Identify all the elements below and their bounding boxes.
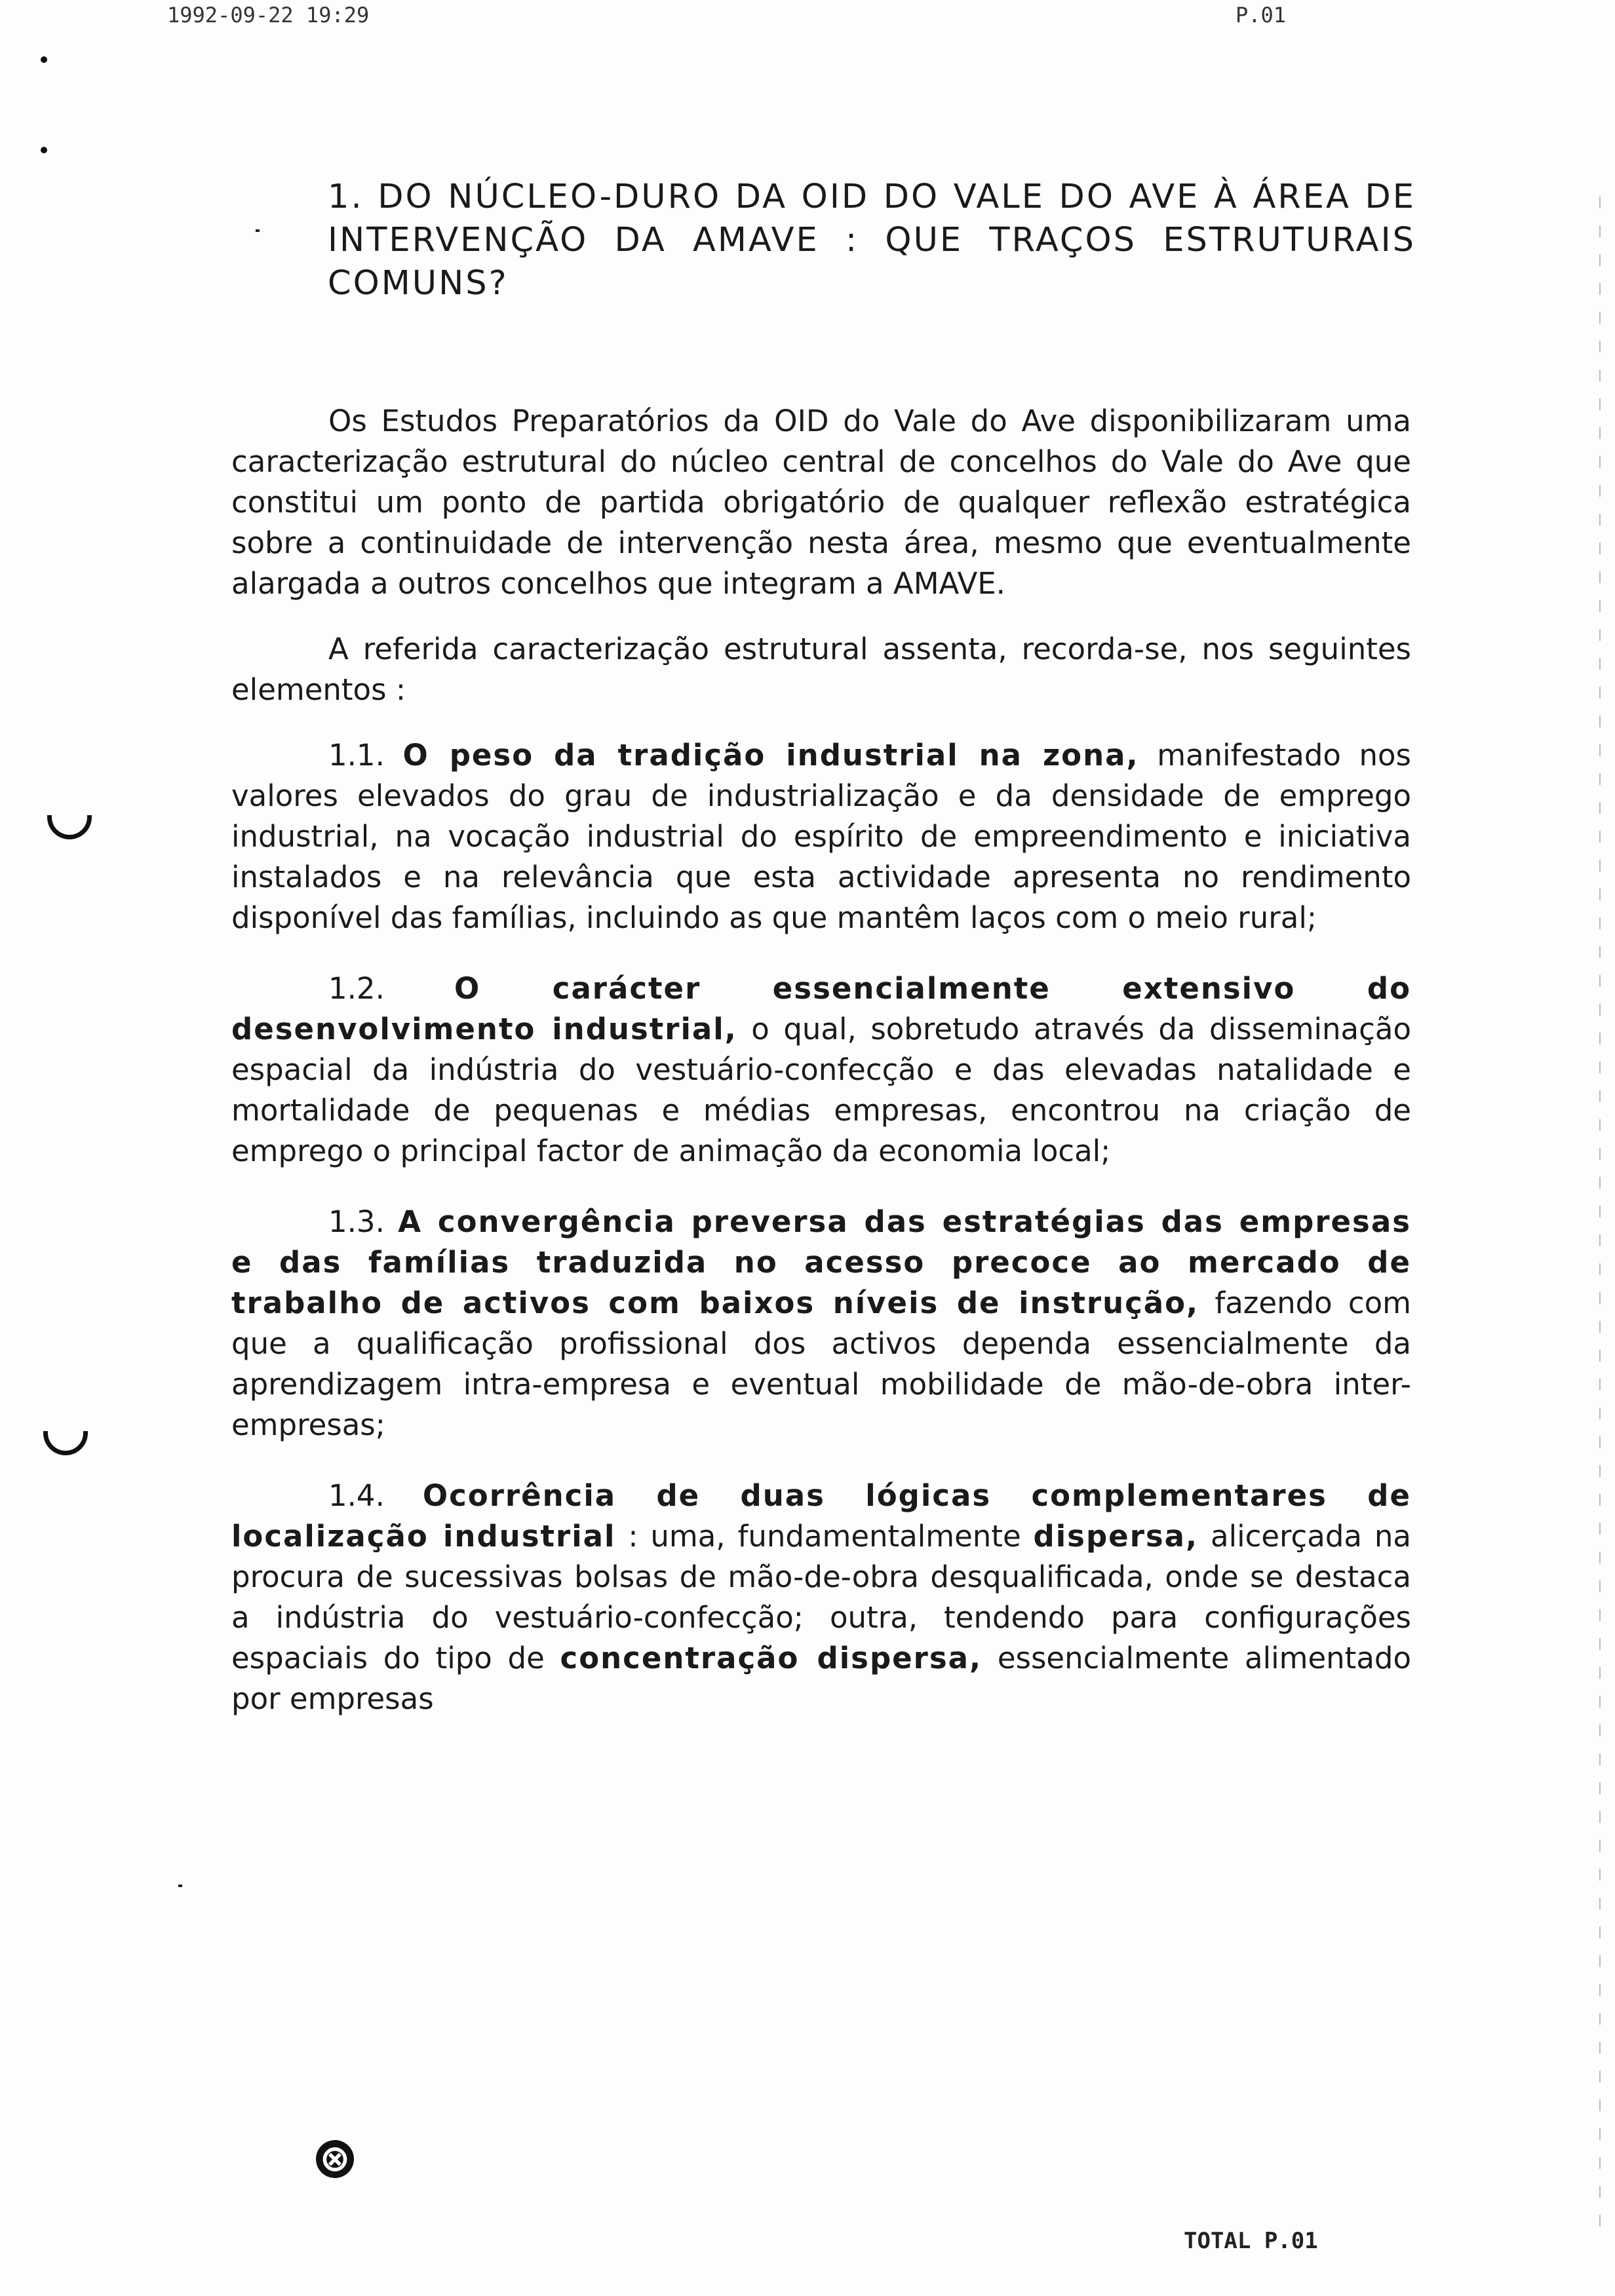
item-1-3 [231, 1202, 1411, 1445]
scan-edge-line [1599, 197, 1601, 2228]
item-number: 1.1. [328, 738, 385, 773]
margin-bullet [41, 56, 47, 63]
margin-tick [178, 1885, 182, 1887]
item-1-1 [231, 735, 1411, 938]
margin-tick [256, 229, 260, 232]
item-text: alicerçada na procura de sucessivas bolsas de mão-de-obra desqualificada, onde se destaca a indústria do vestuário-confecção; outra, tendendo para configurações espaciais do tipo de [231, 1519, 1411, 1675]
item-number: 1.2. [328, 971, 385, 1006]
item-text: essencialmente alimentado por empresas [231, 1641, 1411, 1716]
item-1-2 [231, 968, 1411, 1172]
fax-total-pages: TOTAL P.01 [1184, 2228, 1318, 2254]
item-1-4 [231, 1476, 1411, 1719]
crossed-circle-icon: ⊗ [316, 2140, 354, 2178]
section-heading: 1. DO NÚCLEO-DURO DA OID DO VALE DO AVE À ÁREA DE INTERVENÇÃO DA AMAVE : QUE TRAÇOS ESTRUTURAIS COMUNS? [328, 178, 1416, 303]
intro-paragraph: Os Estudos Preparatórios da OID do Vale do Ave disponibilizaram uma caracterização estrutural do núcleo central de concelhos do Vale do Ave que constitui um ponto de partida obrigatório de qualquer reflexão estratégica sobre a continuidade de intervenção nesta área, mesmo que eventualmente alargada a outros concelhos que integram a AMAVE. [231, 404, 1411, 601]
item-emphasis: O peso da tradição industrial na zona, [402, 738, 1139, 773]
lead-paragraph: A referida caracterização estrutural assenta, recorda-se, nos seguintes elementos : [231, 632, 1411, 707]
item-number: 1.3. [328, 1204, 385, 1239]
item-text: fazendo com que a qualificação profissional dos activos dependa essencialmente da aprendizagem intra-empresa e eventual mobilidade de mão-de-obra inter-empresas; [231, 1286, 1411, 1442]
item-emphasis: A convergência preversa das estratégias das empresas e das famílias traduzida no acesso precoce ao mercado de trabalho de activos com baixos níveis de instrução, [231, 1204, 1411, 1320]
item-number: 1.4. [328, 1478, 385, 1513]
item-emphasis: O carácter essencialmente extensivo do desenvolvimento industrial, [231, 971, 1411, 1046]
item-text: manifestado nos valores elevados do grau de industrialização e da densidade de emprego industrial, na vocação industrial do espírito de empreendimento e iniciativa instalados e na relevância que esta actividade apresenta no rendimento disponível das famílias, incluindo as que mantêm laços com o meio rural; [231, 738, 1412, 935]
item-text: o qual, sobretudo através da disseminação espacial da indústria do vestuário-confecção e das elevadas natalidade e mortalidade de pequenas e médias empresas, encontrou na criação de emprego o principal factor de animação da economia local; [231, 1012, 1411, 1168]
item-text: : uma, fundamentalmente [615, 1519, 1034, 1554]
item-emphasis: Ocorrência de duas lógicas complementares de localização industrial [231, 1478, 1411, 1554]
punch-hole-mark [47, 815, 92, 839]
item-emphasis: dispersa, [1033, 1519, 1199, 1554]
fax-timestamp: 1992-09-22 19:29 [167, 3, 370, 28]
fax-page-number: P.01 [1236, 3, 1287, 28]
item-emphasis: concentração dispersa, [560, 1641, 983, 1675]
margin-bullet [41, 147, 47, 153]
fax-header [167, 3, 1321, 29]
document-body [231, 401, 1411, 1744]
punch-hole-mark [43, 1431, 88, 1455]
